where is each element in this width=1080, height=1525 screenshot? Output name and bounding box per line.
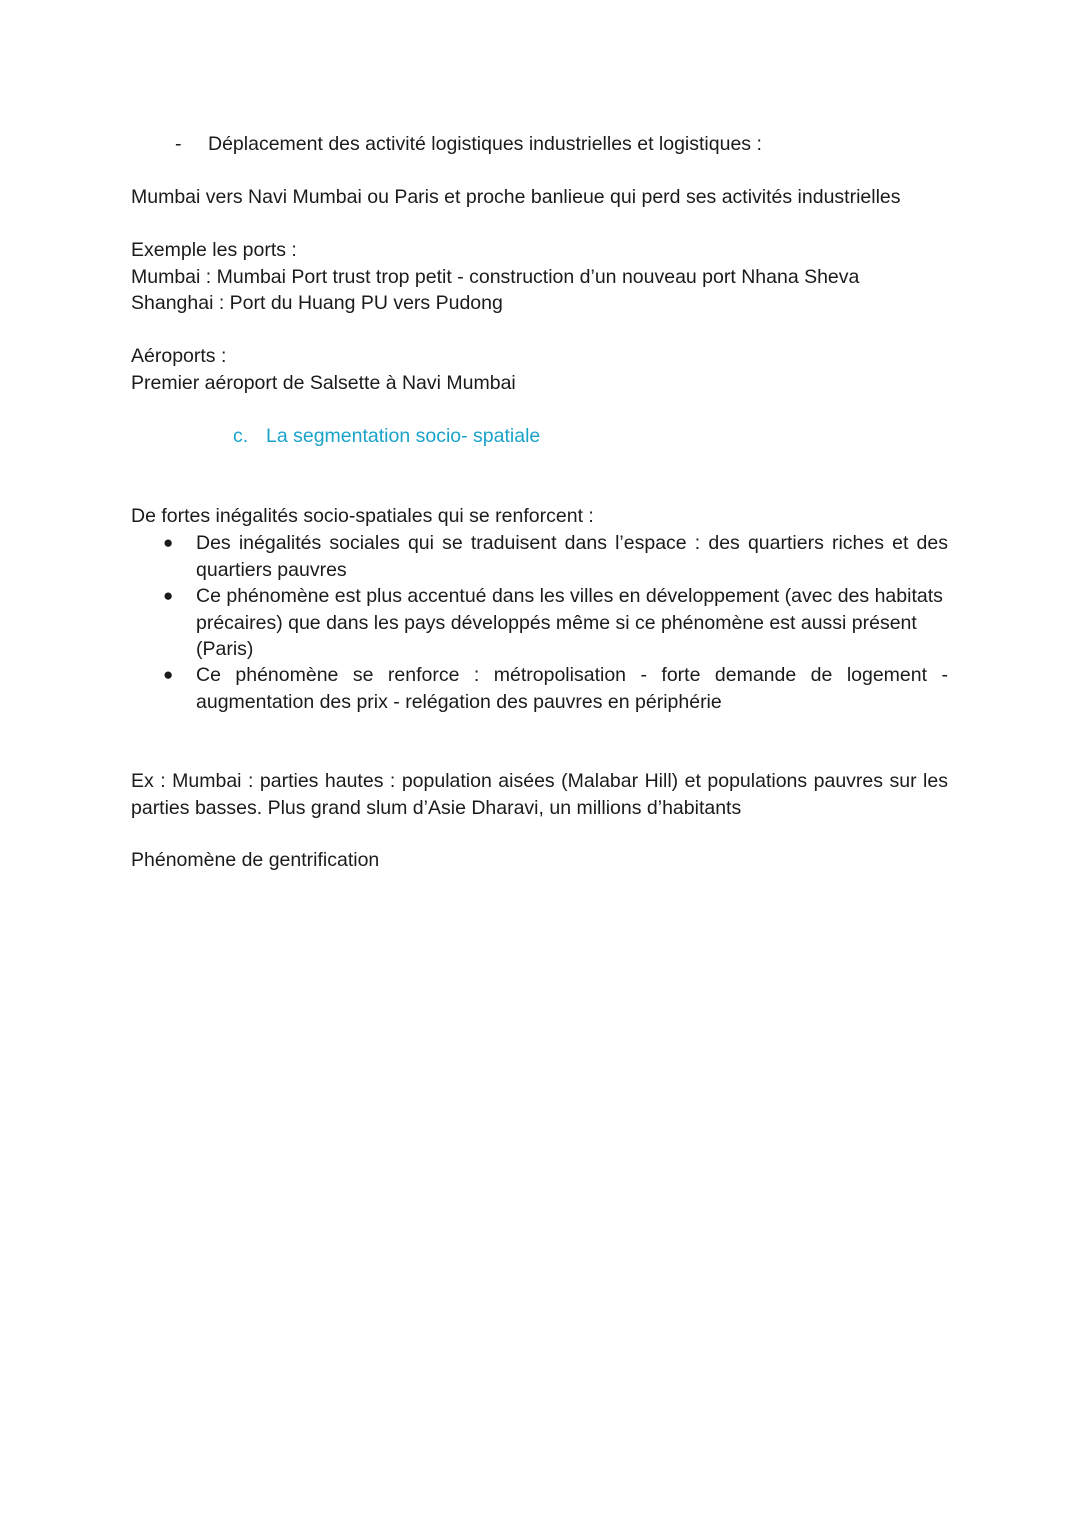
bullet-marker: ● (163, 533, 174, 552)
bullet-line: quartiers pauvres (196, 558, 347, 581)
bullet-text (196, 662, 948, 715)
bullet-line: Ce phénomène se renforce : métropolisation - forte demande de logement - (196, 664, 948, 686)
bullet-line: augmentation des prix - relégation des pauvres en périphérie (196, 690, 722, 713)
bullet-line: Ce phénomène est plus accentué dans les villes en développement (avec des habitats (196, 585, 943, 607)
inequalities-intro: De fortes inégalités socio-spatiales qui se renforcent : (131, 505, 594, 527)
bullet-marker: ● (163, 665, 174, 684)
section-heading-c (233, 423, 540, 450)
gentrification-line: Phénomène de gentrification (131, 849, 380, 871)
section-heading-title: La segmentation socio- spatiale (266, 425, 541, 447)
bullet-line: (Paris) (196, 638, 254, 660)
example-line: Ex : Mumbai : parties hautes : population aisées (Malabar Hill) et populations pauvres sur les (131, 770, 948, 792)
example-paragraph (131, 768, 948, 821)
dash-marker: - (175, 133, 182, 155)
ports-shanghai-line: Shanghai : Port du Huang PU vers Pudong (131, 292, 503, 314)
bullet-marker: ● (163, 586, 174, 605)
example-line: parties basses. Plus grand slum d’Asie Dharavi, un millions d’habitants (131, 796, 742, 819)
bullet-text (196, 530, 948, 583)
airports-line: Premier aéroport de Salsette à Navi Mumbai (131, 372, 516, 394)
ports-title: Exemple les ports : (131, 239, 297, 261)
section-heading-marker: c. (233, 425, 249, 447)
bullet-line: précaires) que dans les pays développés même si ce phénomène est aussi présent (196, 611, 917, 634)
dash-item-text: Déplacement des activité logistiques industrielles et logistiques : (208, 133, 762, 155)
airports-title: Aéroports : (131, 345, 227, 367)
ports-mumbai-line: Mumbai : Mumbai Port trust trop petit - construction d’un nouveau port Nhana Sheva (131, 266, 860, 288)
bullet-text (196, 583, 948, 663)
bullet-line: Des inégalités sociales qui se traduisent dans l’espace : des quartiers riches et des (196, 532, 948, 554)
paragraph-mumbai-relocation: Mumbai vers Navi Mumbai ou Paris et proche banlieue qui perd ses activités industrielles (131, 186, 901, 208)
